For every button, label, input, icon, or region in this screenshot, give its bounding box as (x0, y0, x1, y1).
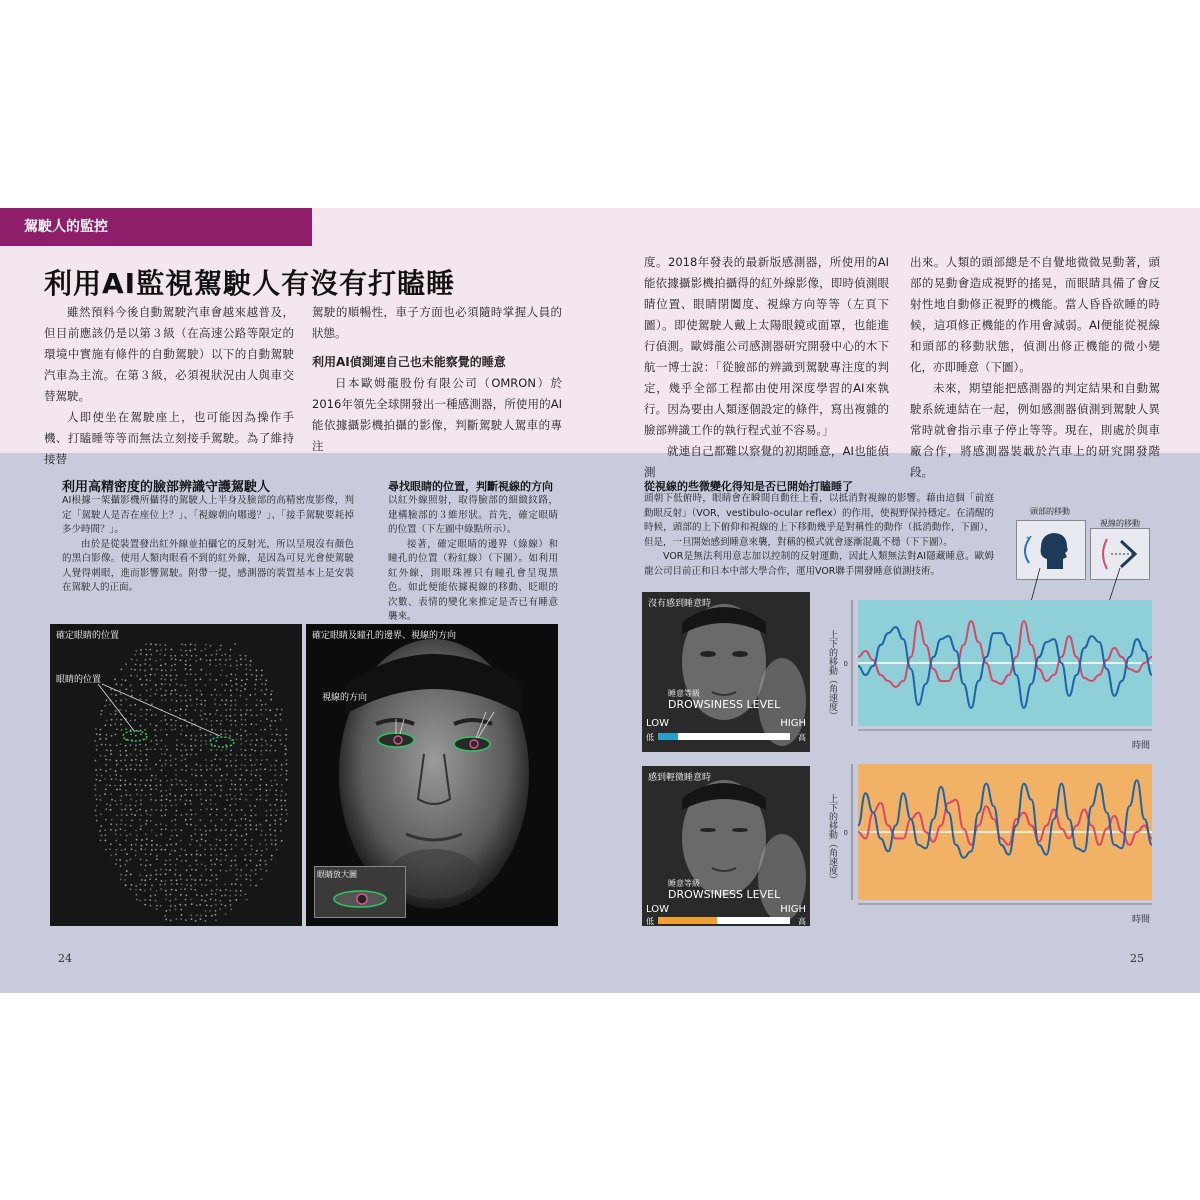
box1-title: 利用高精密度的臉部辨識守護駕駛人 (62, 480, 271, 495)
paragraph: 度。2018年發表的最新版感測器，所使用的AI能依據攝影機拍攝得的紅外線影像，即時偵測眼睛位置、眼睛閉闔度、視線方向等等（左頁下圖）。即使駕駛人戴上太陽眼鏡或面罩，也能進行偵測。歐姆龍公司感測器研究開發中心的木下航一博士說：「從臉部的辨識到駕駛專注度的判定，幾乎全部工程都由使用深度學習的AI來執行。因為要由人類逐個設定的條件，寫出複雜的臉部辨識工作的執行程式並不容易。」 (644, 255, 889, 437)
photo-caption: 確定眼睛及瞳孔的邊界、視線的方向 (312, 631, 457, 641)
x-axis-label: 時間 (1131, 915, 1150, 925)
paragraph: 駕駛的順暢性，車子方面也必須隨時掌握人員的狀態。 (312, 305, 562, 340)
magazine-spread (0, 208, 1200, 993)
gaze-direction-label: 視線的方向 (322, 693, 368, 703)
driver-face-illustration (642, 766, 810, 926)
eye-zoom-inset (314, 866, 406, 918)
high-cn-label: 高 (798, 733, 806, 742)
y-axis-label: 上下的移動（角速度） (827, 794, 837, 884)
paragraph: 接著，確定眼睛的邊界（綠線）和瞳孔的位置（粉紅線）（下圖）。如利用紅外線，則眼珠裡只有瞳孔會呈現黑色。如此便能依據視線的移動、眨眼的次數、表情的變化來推定是否已有睡意襲來。 (388, 538, 558, 622)
head-movement-label: 頭部的移動 (1030, 507, 1070, 516)
low-label: LOW (646, 718, 669, 729)
section-tab: 駕駛人的監控 (0, 208, 312, 246)
box2-title: 尋找眼睛的位置，判斷視線的方向 (388, 480, 553, 493)
drowsiness-meter (658, 917, 790, 924)
drowsiness-meter (658, 733, 790, 740)
drowsiness-level-en: DROWSINESS LEVEL (668, 888, 781, 901)
inset-label: 眼睛放大圖 (317, 870, 357, 879)
drowsiness-meter-fill (658, 917, 717, 924)
article-column-3 (644, 252, 889, 483)
low-label: LOW (646, 904, 669, 915)
article-column-2 (312, 302, 562, 457)
drowsy-movement-chart (818, 756, 1158, 926)
eye-position-label: 眼睛的位置 (56, 675, 102, 685)
awake-movement-chart (818, 592, 1158, 752)
depth-map-photo (50, 624, 302, 926)
paragraph: 雖然預料今後自動駕駛汽車會越來越普及，但目前應該仍是以第３級（在高速公路等限定的環境中實施有條件的自動駕駛）以下的自動駕駛汽車為主流。在第３級，必須視狀況由人與車交替駕駛。 (44, 305, 294, 403)
drowsiness-level-cn: 睡意等級 (668, 879, 700, 888)
eye-zoom-icon (315, 867, 405, 917)
article-column-1 (44, 302, 294, 470)
photo-caption: 感到輕微睡意時 (648, 773, 712, 783)
paragraph: 人即使坐在駕駛座上，也可能因為操作手機、打瞌睡等等而無法立刻接手駕駛。為了維持接替 (44, 410, 294, 466)
low-cn-label: 低 (646, 917, 654, 926)
drowsy-driver-photo (642, 766, 810, 926)
paragraph: 以紅外線照射，取得臉部的細緻紋路，建構臉部的３維形狀。首先，確定眼睛的位置（下左圖中綠點所示）。 (388, 495, 558, 535)
low-cn-label: 低 (646, 733, 654, 742)
gaze-movement-label: 視線的移動 (1100, 519, 1140, 528)
x-axis-label: 時間 (1131, 741, 1150, 751)
headline: 利用AI監視駕駛人有沒有打瞌睡 (44, 267, 456, 300)
paragraph: AI根據一架攝影機所攝得的駕駛人上半身及臉部的高精密度影像，判定「駕駛人是否在座位上？」、「視線朝向哪邊？」、「接手駕駛要耗掉多少時間？」。 (62, 495, 354, 535)
subheading: 利用AI偵測連自己也未能察覺的睡意 (312, 355, 506, 369)
photo-caption: 沒有感到睡意時 (648, 599, 712, 609)
article-column-4 (910, 252, 1160, 483)
box3-text (644, 492, 994, 579)
awake-driver-photo (642, 592, 810, 752)
box2-text (388, 494, 558, 625)
paragraph: 日本歐姆龍股份有限公司（OMRON）於2016年領先全球開發出一種感測器，所使用的AI能依據攝影機拍攝的影像，判斷駕駛人駕車的專注 (312, 376, 562, 453)
box1-text (62, 494, 354, 596)
paragraph: 頭朝下低俯時，眼睛會在瞬間自動往上看，以抵消對視線的影響。藉由這個「前庭動眼反射」（VOR，vestibulo-ocular reflex）的作用，使視野保持穩定。在清醒的時候，頭部的上下俯仰和視線的上下移動幾乎是對稱性的動作（抵消動作，下圖），但是，一旦開始感到睡意來襲，對稱的模式就會逐漸混亂不穩（下下圖）。 (644, 493, 994, 548)
y-tick-label: 0 (843, 829, 848, 837)
drowsiness-level-cn: 睡意等級 (668, 689, 700, 698)
drowsiness-meter-fill (658, 733, 678, 740)
page-number-right: 25 (1130, 952, 1144, 965)
paragraph: 就連自己都難以察覺的初期睡意，AI也能偵測 (644, 444, 889, 479)
photo-caption: 確定眼睛的位置 (56, 631, 120, 641)
paragraph: VOR是無法利用意志加以控制的反射運動，因此人類無法對AI隱藏睡意。歐姆龍公司目前正和日本中部大學合作，運用VOR聯手開發睡意偵測技術。 (644, 551, 994, 577)
high-label: HIGH (780, 718, 806, 729)
y-axis-label: 上下的移動（角速度） (827, 630, 837, 720)
paragraph: 未來，期望能把感測器的判定結果和自動駕駛系統連結在一起，例如感測器偵測到駕駛人異常時就會指示車子停止等等。現在，則處於與車廠合作，將感測器裝載於汽車上的研究開發階段。 (910, 381, 1160, 479)
ir-face-photo (306, 624, 558, 926)
high-cn-label: 高 (798, 917, 806, 926)
box3-title: 從視線的些微變化得知是否已開始打瞌睡了 (644, 480, 853, 493)
paragraph: 由於是從裝置發出紅外線並拍攝它的反射光，所以呈現沒有顏色的黑白影像。使用人類肉眼看不到的紅外線，是因為可見光會使駕駛人覺得刺眼，進而影響駕駛。附帶一提，感測器的裝置基本上是安裝在駕駛人的正面。 (62, 538, 354, 593)
high-label: HIGH (780, 904, 806, 915)
drowsiness-level-en: DROWSINESS LEVEL (668, 698, 781, 711)
eye-markers (50, 624, 302, 926)
y-tick-label: 0 (843, 660, 848, 668)
paragraph: 出來。人類的頭部總是不自覺地微微晃動著，頭部的晃動會造成視野的搖晃，而眼睛具備了會反射性地自動修正視野的機能。當人昏昏欲睡的時候，這項修正機能的作用會減弱。AI便能從視線和頭部的移動狀態，偵測出修正機能的微小變化，亦即睡意（下圖）。 (910, 255, 1160, 374)
page-number-left: 24 (58, 952, 72, 965)
